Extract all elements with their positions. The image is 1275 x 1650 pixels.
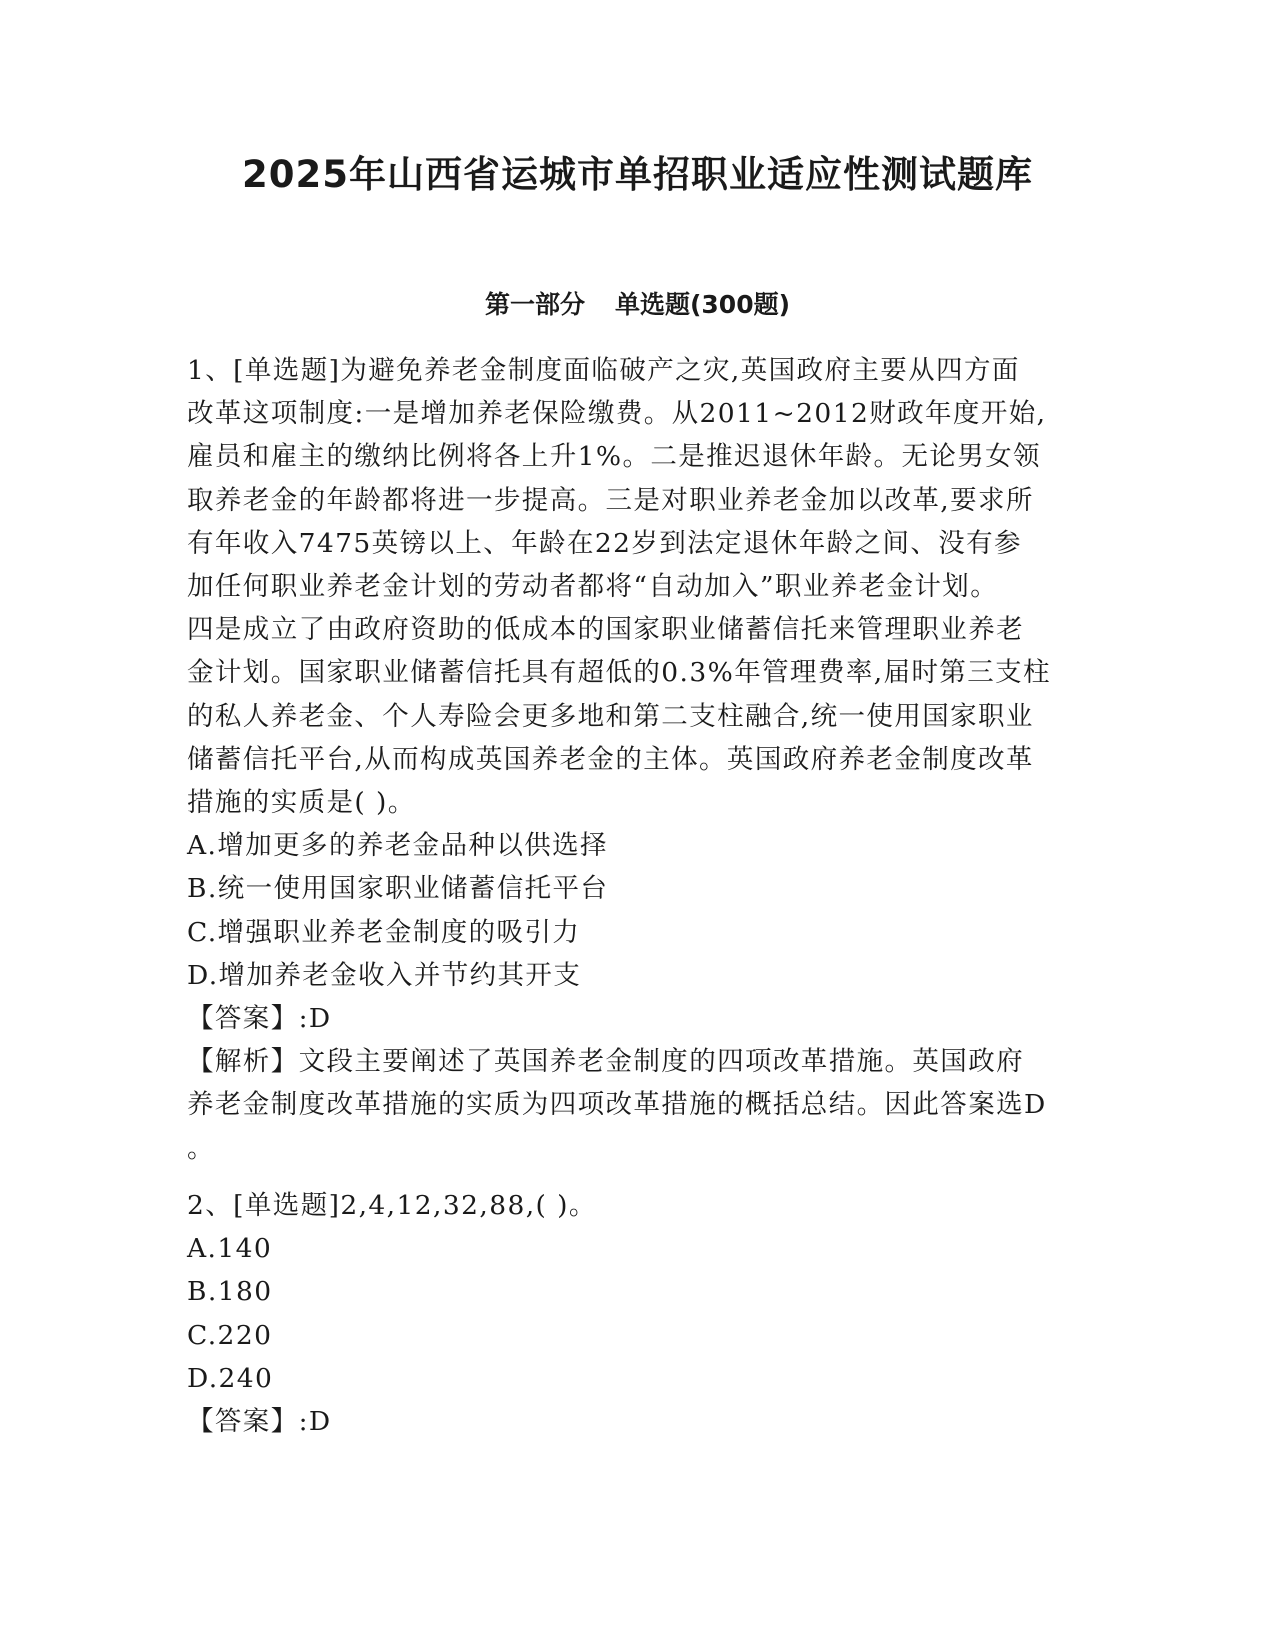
- answer: [187, 997, 1087, 1040]
- question-stem-line: 加任何职业养老金计划的劳动者都将“自动加入”职业养老金计划。: [187, 571, 999, 603]
- answer-line: 【答案】:D: [187, 1406, 332, 1438]
- option-a: A.140: [187, 1233, 273, 1265]
- document-title: 2025年山西省运城市单招职业适应性测试题库: [242, 153, 1033, 196]
- question-stem-line: 的私人养老金、个人寿险会更多地和第二支柱融合,统一使用国家职业: [187, 700, 1034, 732]
- answer-line: 【答案】:D: [187, 1003, 332, 1035]
- question-stem-line: 四是成立了由政府资助的低成本的国家职业储蓄信托来管理职业养老: [187, 614, 1024, 646]
- question-stem: [187, 1184, 1087, 1227]
- option-list: [187, 824, 1087, 997]
- option-d: D.240: [187, 1362, 274, 1394]
- question-stem-line: 措施的实质是( )。: [187, 787, 416, 819]
- option-d: D.增加养老金收入并节约其开支: [187, 959, 582, 991]
- question-stem-line: 有年收入7475英镑以上、年龄在22岁到法定退休年龄之间、没有参: [187, 527, 1022, 559]
- option-b: B.180: [187, 1276, 273, 1308]
- question-stem-line: 1、[单选题]为避免养老金制度面临破产之灾,英国政府主要从四方面: [187, 355, 1020, 386]
- question-stem-line: 储蓄信托平台,从而构成英国养老金的主体。英国政府养老金制度改革: [187, 743, 1034, 775]
- question-stem: [187, 349, 1087, 824]
- option-a: A.增加更多的养老金品种以供选择: [187, 830, 608, 862]
- question-stem-line: 金计划。国家职业储蓄信托具有超低的0.3%年管理费率,届时第三支柱: [187, 657, 1051, 689]
- question-stem-line: 改革这项制度:一是增加养老保险缴费。从2011~2012财政年度开始,: [187, 398, 1047, 430]
- question-stem-line: 取养老金的年龄都将进一步提高。三是对职业养老金加以改革,要求所: [187, 484, 1034, 516]
- option-c: C.220: [187, 1319, 273, 1351]
- answer: [187, 1400, 1087, 1443]
- analysis-line: 养老金制度改革措施的实质为四项改革措施的概括总结。因此答案选D: [187, 1089, 1047, 1121]
- question-stem-line: 雇员和雇主的缴纳比例将各上升1%。二是推迟退休年龄。无论男女领: [187, 441, 1041, 473]
- question-2: [187, 1184, 1087, 1443]
- analysis-line: 。: [187, 1132, 215, 1164]
- analysis: [187, 1040, 1087, 1170]
- option-list: [187, 1227, 1087, 1400]
- section-label: 第一部分: [484, 290, 585, 319]
- question-stem-line: 2、[单选题]2,4,12,32,88,( )。: [187, 1190, 597, 1221]
- section-name: 单选题(300题): [614, 290, 791, 319]
- question-1: [187, 349, 1087, 1170]
- analysis-line: 【解析】文段主要阐述了英国养老金制度的四项改革措施。英国政府: [187, 1046, 1024, 1078]
- option-c: C.增强职业养老金制度的吸引力: [187, 916, 581, 948]
- section-heading: [0, 287, 1275, 323]
- option-b: B.统一使用国家职业储蓄信托平台: [187, 873, 609, 905]
